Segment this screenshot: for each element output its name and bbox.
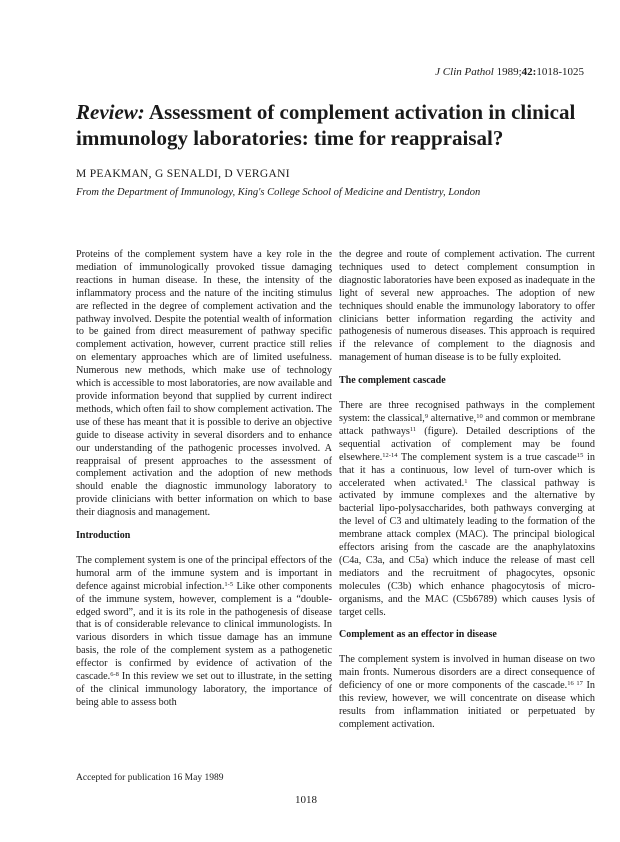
cascade-ref-4: 12-14: [382, 451, 398, 459]
introduction-continued: the degree and route of complement activation. The current techniques used to detect complement consumption in diagnostic laboratories have been exposed as inadequate in the light of several new approaches. The adoption of new techniques should enable the immunology laboratory to offer clinicians better information regarding the activity and pathogenesis of numerous diseases. This approach is required if the relevance of complement to the diagnosis and management of human disease is to be fully exploited.: [339, 249, 595, 364]
introduction-heading: Introduction: [76, 530, 131, 542]
effector-text-1: The complement system is involved in human disease on two main fronts. Numerous disorders are a direct consequence of deficiency of one or more components of the cascade.: [339, 654, 595, 692]
left-column: [76, 249, 332, 720]
cascade-ref-2: 10: [476, 412, 483, 420]
journal-year: 1989;: [496, 66, 522, 78]
cascade-heading: The complement cascade: [339, 375, 446, 387]
effector-paragraph: [339, 654, 595, 731]
title-main: Assessment of complement activation in clinical immunology laboratories: time for reappraisal?: [76, 100, 576, 150]
cascade-text-2: alternative,: [428, 412, 477, 424]
accepted-note: Accepted for publication 16 May 1989: [76, 773, 224, 783]
journal-name: J Clin Pathol: [435, 66, 494, 78]
journal-pages: 1018-1025: [536, 66, 584, 78]
author-list: M PEAKMAN, G SENALDI, D VERGANI: [76, 168, 290, 180]
cascade-ref-5: 15: [576, 451, 584, 459]
intro-ref-2: 6-8: [110, 671, 119, 679]
intro-ref-1: 1-5: [224, 580, 234, 588]
title-prefix: Review:: [76, 100, 145, 124]
cascade-ref-3: 11: [409, 425, 417, 433]
abstract: Proteins of the complement system have a key role in the mediation of immunologically provoked tissue damaging reactions in human disease. In these, the intensity of the inflammatory process and the nature of the inciting stimulus are reflected in the degree of complement activation and the pathway involved. Despite the potential wealth of information to be gained from direct measurement of pathway specific complement activation, however, current practice still relies on elementary approaches which are of limited usefulness. Numerous new methods, which make use of technology which is accessible to most laboratories, are now available and provide information beyond that supplied by current indirect methods, which often fail to show complement activation. The use of these has meant that it is possible to derive an objective guide to disease activity in several disorders and to enhance our understanding of the pathogenic processes involved. A reappraisal of present approaches to the assessment of complement activation and the adoption of new methods should enable the diagnostic immunology laboratory to provide clinicians with better information on which to base their diagnosis and management.: [76, 249, 332, 519]
intro-text-3: In this review we set out to illustrate, in the setting of the clinical immunology laboratory, the importance of being able to assess both: [76, 671, 332, 708]
article-title: [76, 99, 596, 151]
cascade-ref-1: 9: [424, 412, 429, 420]
effector-ref-1: 16 17: [567, 680, 583, 688]
cascade-text-5: The complement system is a true cascade: [397, 451, 577, 463]
cascade-text-7: The classical pathway is activated by immune complexes and the alternative by bacterial lipo-polysaccharides, both pathways converging at the level of C3 and ultimately leading to the formation of the membrane attack complex (MAC). The principal biological effectors arising from the cascade are the anaphylatoxins (C4a, C3a, and C5a) which induce the release of mast cell mediators and the recruitment of phagocytes, opsonic molecules (C3b) which enhance phagocytosis of micro-organisms, and the MAC (C5b6789) which causes lysis of target cells.: [339, 477, 595, 618]
cascade-paragraph: [339, 400, 595, 619]
cascade-text-6: in that it has a continuous, low level of turn-over which is accelerated when activated.: [339, 451, 595, 489]
effector-text-2: In this review, however, we will concentrate on disease which results from inflammation initiated or perpetuated by complement activation.: [339, 680, 595, 730]
cascade-text-1: There are three recognised pathways in the complement system: the classical,: [339, 400, 595, 424]
intro-text-1: The complement system is one of the principal effectors of the humoral arm of the immune system and is important in defence against microbial infection.: [76, 554, 332, 592]
cascade-text-3: and common or membrane attack pathways: [339, 412, 595, 437]
cascade-text-4: (figure). Detailed descriptions of the sequential activation of complement may be found elsewhere.: [339, 425, 596, 463]
introduction-paragraph: [76, 555, 332, 710]
page-number: 1018: [295, 794, 317, 806]
intro-text-2: Like other components of the immune system, however, complement is a “double-edged sword”, and it is its role in the pathogenesis of disease that is of considerable relevance to clinical immunologists. In various disorders in which tissue damage has an immune basis, the role of the complement system as a pathogenetic effector is confirmed by evidence of activation of the cascade.: [76, 580, 332, 683]
affiliation: From the Department of Immunology, King's College School of Medicine and Dentistry, London: [76, 187, 481, 198]
cascade-ref-6: 1: [464, 477, 468, 485]
right-column: [339, 249, 595, 742]
effector-heading: Complement as an effector in disease: [339, 629, 497, 641]
journal-volume: 42:: [521, 66, 537, 78]
journal-citation: [435, 66, 584, 78]
